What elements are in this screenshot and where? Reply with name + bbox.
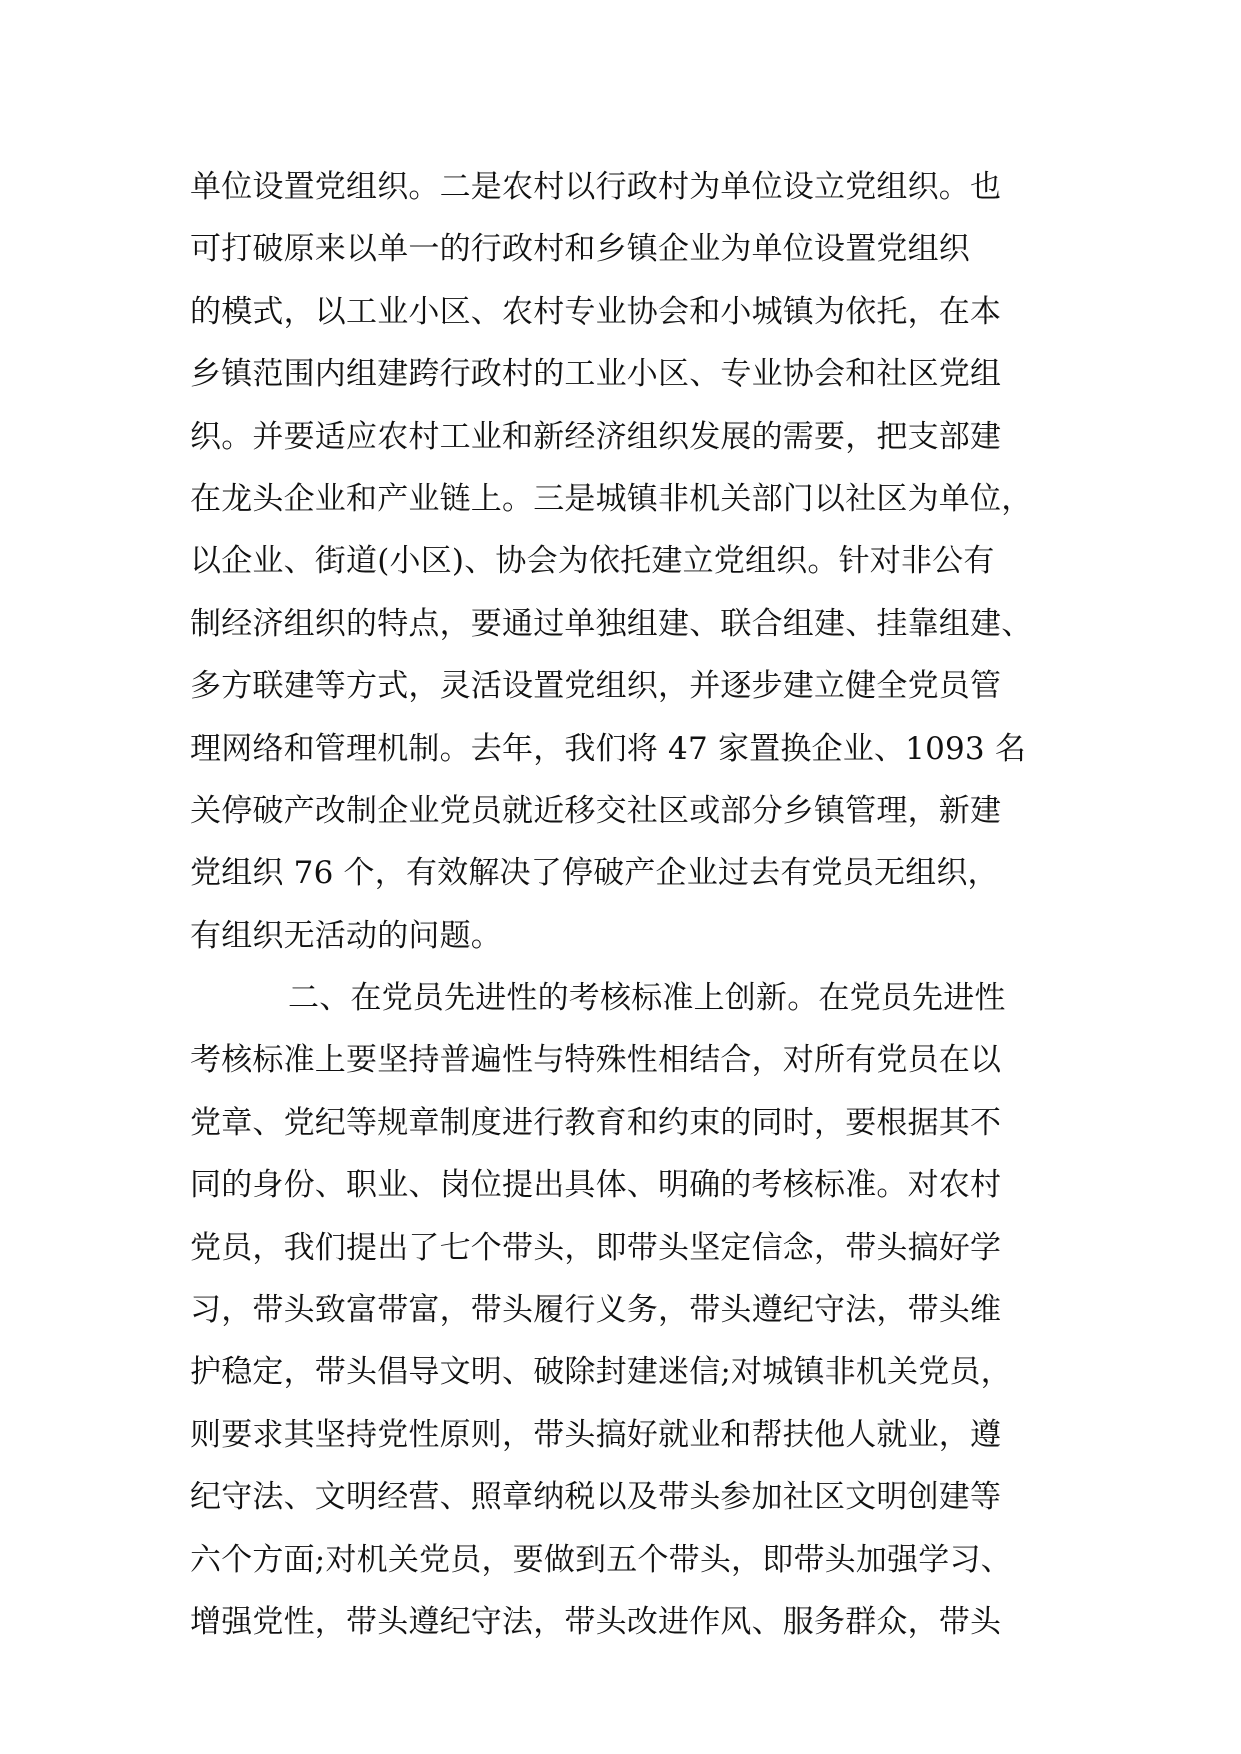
paragraph-line: 党员，我们提出了七个带头，即带头坚定信念，带头搞好学	[190, 1229, 1002, 1266]
paragraph-line: 则要求其坚持党性原则，带头搞好就业和帮扶他人就业，遵	[190, 1416, 1002, 1453]
paragraph-line: 可打破原来以单一的行政村和乡镇企业为单位设置党组织	[190, 231, 970, 268]
paragraph-1	[190, 156, 1070, 967]
paragraph-line: 同的身份、职业、岗位提出具体、明确的考核标准。对农村	[190, 1167, 1002, 1204]
paragraph-line: 护稳定，带头倡导文明、破除封建迷信;对城镇非机关党员，	[190, 1354, 1012, 1391]
paragraph-line: 二、在党员先进性的考核标准上创新。在党员先进性	[288, 980, 1006, 1017]
paragraph-line: 纪守法、文明经营、照章纳税以及带头参加社区文明创建等	[190, 1479, 1002, 1516]
document-body	[190, 156, 1070, 1653]
paragraph-line: 的模式，以工业小区、农村专业协会和小城镇为依托，在本	[190, 293, 1002, 330]
paragraph-line: 党组织 76 个，有效解决了停破产企业过去有党员无组织，	[190, 855, 999, 892]
paragraph-line: 有组织无活动的问题。	[190, 917, 502, 954]
paragraph-line: 关停破产改制企业党员就近移交社区或部分乡镇管理，新建	[190, 792, 1002, 829]
paragraph-line: 党章、党纪等规章制度进行教育和约束的同时，要根据其不	[190, 1104, 1002, 1141]
paragraph-line: 在龙头企业和产业链上。三是城镇非机关部门以社区为单位，	[190, 480, 1033, 517]
paragraph-line: 单位设置党组织。二是农村以行政村为单位设立党组织。也	[190, 169, 1002, 205]
paragraph-line: 习，带头致富带富，带头履行义务，带头遵纪守法，带头维	[190, 1292, 1002, 1329]
paragraph-2	[190, 967, 1070, 1653]
paragraph-line: 六个方面;对机关党员，要做到五个带头，即带头加强学习、	[190, 1541, 1012, 1578]
paragraph-line: 考核标准上要坚持普遍性与特殊性相结合，对所有党员在以	[190, 1042, 1002, 1079]
paragraph-line: 增强党性，带头遵纪守法，带头改进作风、服务群众，带头	[190, 1603, 1002, 1640]
paragraph-line: 制经济组织的特点，要通过单独组建、联合组建、挂靠组建、	[190, 605, 1033, 642]
paragraph-line: 多方联建等方式，灵活设置党组织，并逐步建立健全党员管	[190, 668, 1002, 705]
paragraph-line: 乡镇范围内组建跨行政村的工业小区、专业协会和社区党组	[190, 356, 1002, 393]
paragraph-line: 以企业、街道(小区)、协会为依托建立党组织。针对非公有	[190, 543, 995, 580]
paragraph-line: 理网络和管理机制。去年，我们将 47 家置换企业、1093 名	[190, 730, 1027, 767]
paragraph-line: 织。并要适应农村工业和新经济组织发展的需要，把支部建	[190, 418, 1002, 455]
